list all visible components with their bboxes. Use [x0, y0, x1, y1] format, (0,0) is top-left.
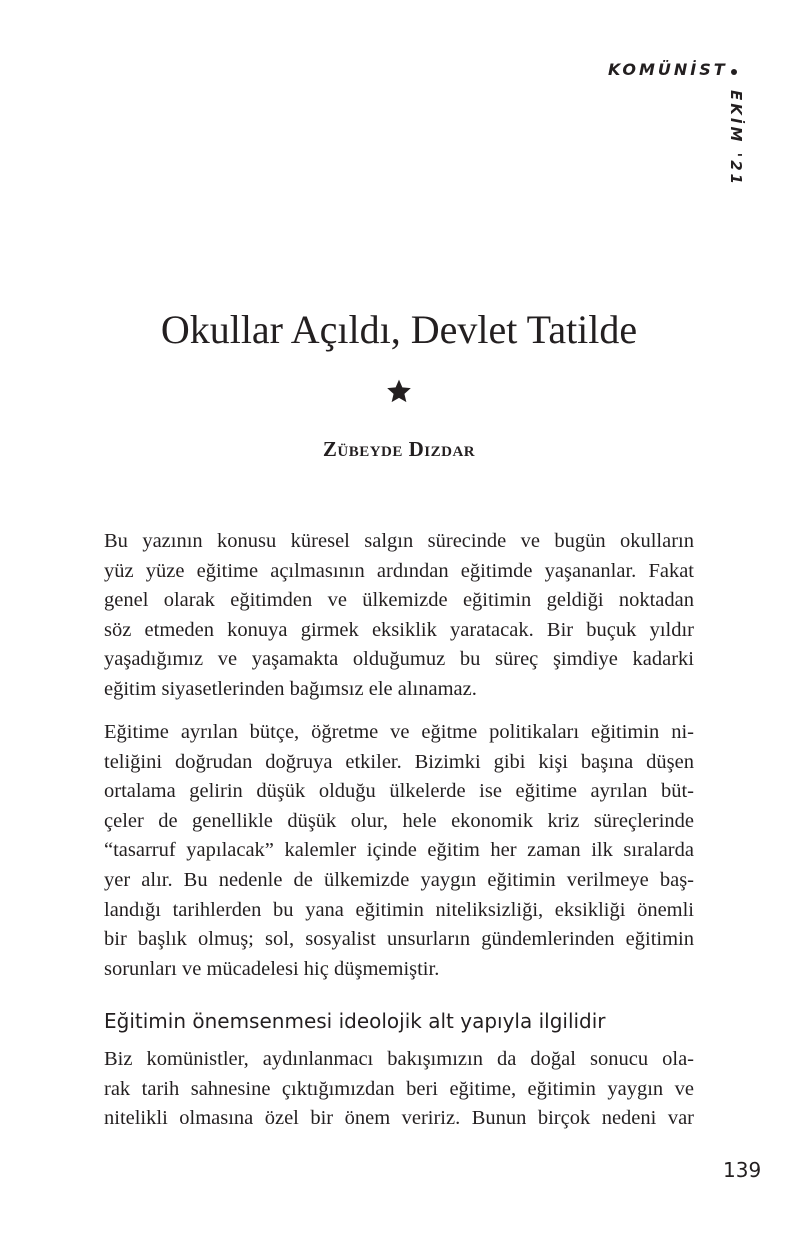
text-line: Bu yazının konusu küresel salgın sürecinde ve bugün okulların [104, 530, 694, 552]
text-line: çeler de genellikle düşük olur, hele ekonomik kriz süreçlerinde [104, 809, 694, 832]
text-line: rak tarih sahnesine çıktığımızdan beri eğitime, eğitimin yaygın ve [104, 1077, 694, 1100]
issue-date: EKİM '21 [727, 90, 745, 188]
paragraph-3 [104, 1045, 694, 1134]
separator-dot [731, 69, 737, 75]
text-line: “tasarruf yapılacak” kalemler içinde eğitim her zaman ilk sıralarda [104, 839, 694, 862]
text-line: yaşadığımız ve yaşamakta olduğumuz bu süreç şimdiye kadarki [104, 648, 694, 671]
text-line: Biz komünistler, aydınlanmacı bakışımızın da doğal sonucu ola- [104, 1048, 694, 1070]
text-line: yer alır. Bu nedenle de ülkemizde yaygın eğitimin verilmeye baş- [104, 868, 694, 891]
text-line: yüz yüze eğitime açılmasının ardından eğitimde yaşananlar. Fakat [104, 559, 694, 582]
text-line: nitelikli olmasına özel bir önem veririz. Bunun birçok nedeni var [104, 1107, 694, 1130]
paragraph-1 [104, 527, 694, 705]
article-title: Okullar Açıldı, Devlet Tatilde [160, 307, 638, 352]
section-heading: Eğitimin önemsenmesi ideolojik alt yapıyla ilgilidir [104, 1009, 606, 1033]
article-author: Zübeyde Dizdar [322, 437, 476, 461]
text-line: Eğitime ayrılan bütçe, öğretme ve eğitme politikaları eğitimin ni- [104, 721, 694, 743]
star-icon [386, 378, 412, 404]
page-number: 139 [723, 1158, 762, 1182]
text-line: sorunları ve mücadelesi hiç düşmemiştir. [104, 957, 440, 980]
text-line: eğitim siyasetlerinden bağımsız ele alınamaz. [104, 677, 477, 700]
text-line: ortalama gelirin düşük olduğu ülkelerde ise eğitime ayrılan büt- [104, 780, 694, 803]
text-line: bir başlık olmuş; sol, sosyalist unsurların gündemlerinden eğitimin [104, 928, 694, 951]
text-line: teliğini doğrudan doğruya etkiler. Bizimki gibi kişi başına düşen [104, 750, 694, 773]
text-line: söz etmeden konuya girmek eksiklik yaratacak. Bir buçuk yıldır [104, 618, 694, 641]
text-line: genel olarak eğitimden ve ülkemizde eğitimin geldiği noktadan [104, 589, 694, 612]
paragraph-2 [104, 718, 694, 984]
text-line: landığı tarihlerden bu yana eğitimin niteliksizliği, eksikliği önemli [104, 898, 694, 921]
magazine-name: KOMÜNİST [608, 60, 728, 79]
